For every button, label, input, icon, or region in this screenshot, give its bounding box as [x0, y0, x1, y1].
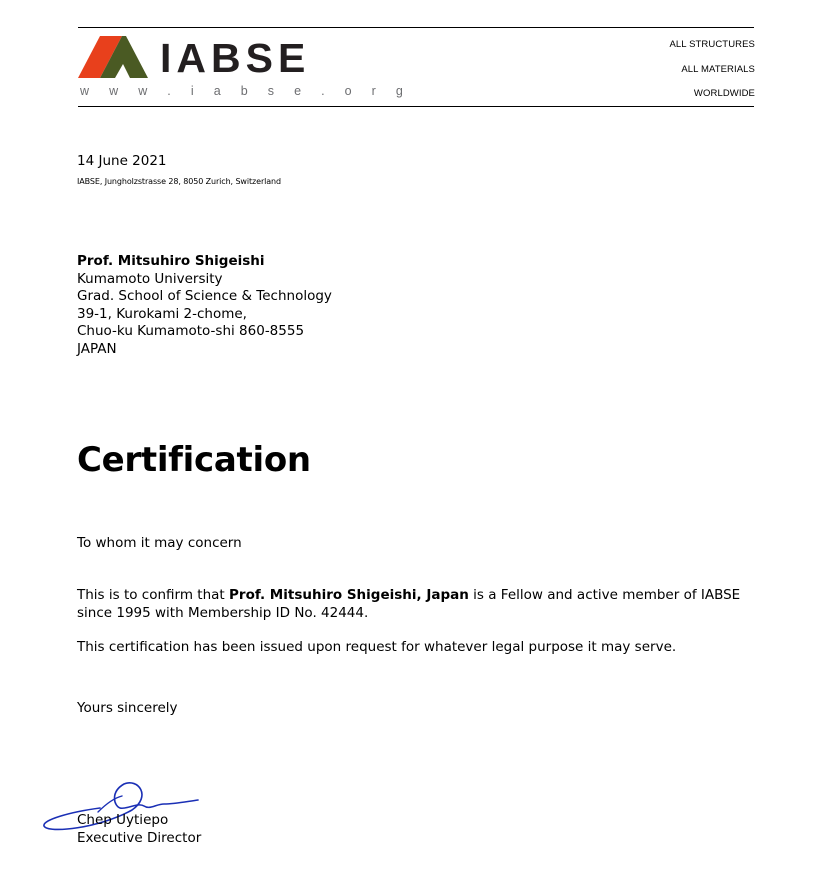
- recipient-line: JAPAN: [77, 340, 117, 357]
- signer-block: [77, 812, 201, 847]
- recipient-block: [77, 253, 332, 358]
- sender-address: IABSE, Jungholzstrasse 28, 8050 Zurich, Switzerland: [77, 177, 282, 186]
- signer-title: Executive Director: [77, 829, 202, 846]
- purpose-paragraph: This certification has been issued upon request for whatever legal purpose it may serve.: [77, 639, 677, 655]
- recipient-line: 39-1, Kurokami 2-chome,: [77, 305, 247, 322]
- recipient-line: Grad. School of Science & Technology: [77, 288, 332, 304]
- tagline-worldwide: WORLDWIDE: [693, 88, 755, 99]
- letter-date: 14 June 2021: [77, 153, 167, 169]
- header-bottom-rule: [78, 106, 754, 107]
- confirmation-text-start: This is to confirm that: [77, 587, 230, 603]
- document-heading: Certification: [77, 440, 311, 480]
- iabse-logo: [78, 34, 412, 100]
- closing: Yours sincerely: [77, 700, 178, 716]
- signer-name: Chep Uytiepo: [77, 812, 169, 828]
- recipient-name: Prof. Mitsuhiro Shigeishi: [77, 253, 265, 269]
- tagline-materials: ALL MATERIALS: [681, 64, 755, 75]
- recipient-line: Kumamoto University: [77, 270, 223, 287]
- brand-name: IABSE: [160, 35, 311, 81]
- iabse-logo-mark-icon: [78, 34, 158, 78]
- salutation: To whom it may concern: [77, 535, 242, 551]
- confirmation-member-name: Prof. Mitsuhiro Shigeishi, Japan: [229, 587, 469, 603]
- recipient-line: Chuo-ku Kumamoto-shi 860-8555: [77, 323, 305, 339]
- brand-url: w w w . i a b s e . o r g: [80, 84, 412, 98]
- tagline-structures: ALL STRUCTURES: [669, 39, 755, 50]
- header-top-rule: [78, 27, 754, 28]
- confirmation-text-end: is a Fellow and active member of IABSE since 1995 with Membership ID No. 42444.: [77, 587, 741, 621]
- confirmation-paragraph: [77, 587, 757, 622]
